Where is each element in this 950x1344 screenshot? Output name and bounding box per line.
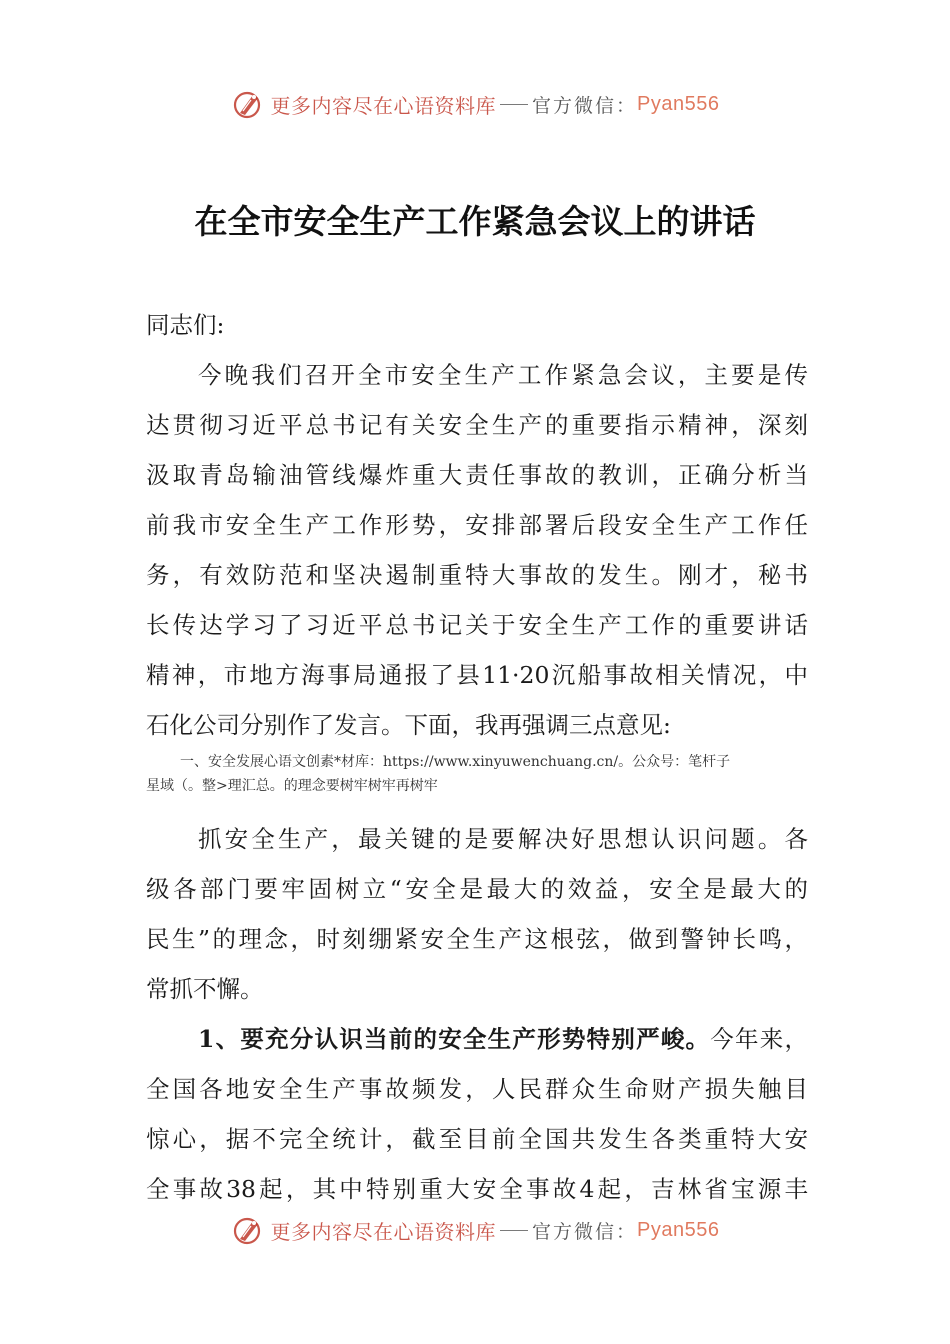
intro-line: 达贯彻习近平总书记有关安全生产的重要指示精神，深刻 xyxy=(146,411,808,439)
intro-line: 汲取青岛输油管线爆炸重大责任事故的教训，正确分析当 xyxy=(146,461,808,489)
section-heading-line: 一、安全发展心语文创素*材库：https://www.xinyuwenchuang.cn/。公众号：笔杆子 xyxy=(180,754,731,770)
watermark-wechat-id: Pyan556 xyxy=(637,1218,720,1241)
footer-watermark xyxy=(0,1210,950,1250)
point-1-line: 惊心，据不完全统计，截至目前全国共发生各类重特大安 xyxy=(146,1125,808,1153)
point-1-line: 全国各地安全生产事故频发，人民群众生命财产损失触目 xyxy=(146,1075,808,1103)
watermark-official: 官方微信： xyxy=(532,94,638,117)
document-title: 在全市安全生产工作紧急会议上的讲话 xyxy=(194,202,756,241)
watermark-brand: 更多内容尽在心语资料库 xyxy=(270,93,496,118)
watermark-dash xyxy=(500,104,528,105)
watermark-wechat-id: Pyan556 xyxy=(637,92,720,115)
section-para-line: 抓安全生产，最关键的是要解决好思想认识问题。各 xyxy=(198,825,808,853)
section-para-line: 级各部门要牢固树立“安全是最大的效益，安全是最大的 xyxy=(146,875,808,903)
watermark-official: 官方微信： xyxy=(532,1220,638,1243)
point-1-lead: 今年来， xyxy=(710,1025,809,1053)
section-para-line: 常抓不懈。 xyxy=(146,975,264,1003)
intro-line: 石化公司分别作了发言。下面，我再强调三点意见: xyxy=(146,711,671,739)
point-1-line: 全事故38起，其中特别重大安全事故4起，吉林省宝源丰 xyxy=(146,1175,808,1203)
salutation: 同志们: xyxy=(146,311,225,339)
document-body xyxy=(146,300,808,1214)
watermark-brand: 更多内容尽在心语资料库 xyxy=(270,1219,496,1244)
intro-line: 今晚我们召开全市安全生产工作紧急会议，主要是传 xyxy=(198,361,808,389)
watermark-dash xyxy=(500,1230,528,1231)
point-1-first-line xyxy=(146,1014,808,1064)
section-heading-line: 星域（。整>理汇总。的理念要树牢树牢再树牢 xyxy=(146,778,438,794)
intro-line: 精神，市地方海事局通报了县11·20沉船事故相关情况，中 xyxy=(146,661,808,689)
pen-nib-circle-logo-icon xyxy=(231,1213,265,1247)
intro-line: 长传达学习了习近平总书记关于安全生产工作的重要讲话 xyxy=(146,611,808,639)
header-watermark xyxy=(0,84,950,124)
section-para-line: 民生”的理念，时刻绷紧安全生产这根弦，做到警钟长鸣， xyxy=(146,925,808,953)
pen-nib-circle-logo-icon xyxy=(231,87,265,121)
intro-line: 前我市安全生产工作形势，安排部署后段安全生产工作任 xyxy=(146,511,808,539)
intro-line: 务，有效防范和坚决遏制重特大事故的发生。刚才，秘书 xyxy=(146,561,808,589)
point-1-heading: 1、要充分认识当前的安全生产形势特别严峻。 xyxy=(198,1025,711,1053)
